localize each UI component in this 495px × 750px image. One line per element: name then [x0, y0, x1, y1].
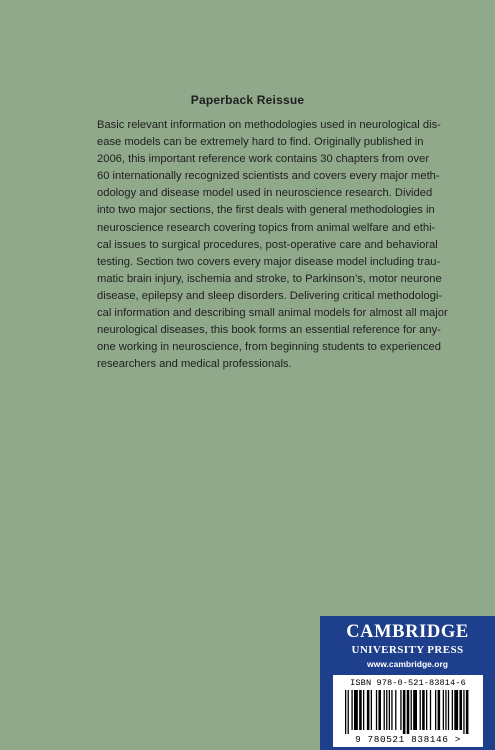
blurb-line: 60 internationally recognized scientists and covers every major meth-	[97, 170, 440, 183]
cover-heading: Paperback Reissue	[190, 93, 305, 107]
publisher-subtitle: UNIVERSITY PRESS	[351, 644, 464, 656]
cover-blurb	[97, 117, 448, 373]
blurb-line: Basic relevant information on methodologies used in neurological dis-	[97, 119, 441, 131]
publisher-name: CAMBRIDGE	[346, 622, 469, 642]
blurb-line: neuroscience research covering topics from animal welfare and ethi-	[97, 221, 436, 234]
barcode-image	[345, 690, 471, 734]
blurb-line: researchers and medical professionals.	[97, 358, 292, 371]
blurb-line: odology and disease model used in neuroscience research. Divided	[97, 187, 433, 200]
blurb-line: testing. Section two covers every major disease model including trau-	[97, 255, 441, 268]
barcode-panel	[333, 675, 483, 747]
barcode-digits: 9 780521 838146 >	[355, 734, 461, 745]
blurb-line: into two major sections, the first deals with general methodologies in	[97, 204, 435, 217]
blurb-line: neurological diseases, this book forms an essential reference for any-	[97, 324, 441, 337]
blurb-line: cal issues to surgical procedures, post-operative care and behavioral	[97, 238, 438, 251]
blurb-line: disease, epilepsy and sleep disorders. Delivering critical methodologi-	[97, 289, 443, 302]
blurb-line: one working in neuroscience, from beginning students to experienced	[97, 341, 441, 354]
publisher-url: www.cambridge.org	[367, 659, 448, 669]
blurb-line: ease models can be extremely hard to find. Originally published in	[97, 136, 424, 149]
isbn-label: ISBN 978-0-521-83814-6	[350, 678, 466, 688]
blurb-line: cal information and describing small animal models for almost all major	[97, 307, 448, 320]
publisher-logo-box	[320, 616, 495, 750]
blurb-line: 2006, this important reference work contains 30 chapters from over	[97, 153, 430, 166]
blurb-line: matic brain injury, ischemia and stroke, to Parkinson’s, motor neurone	[97, 272, 442, 285]
